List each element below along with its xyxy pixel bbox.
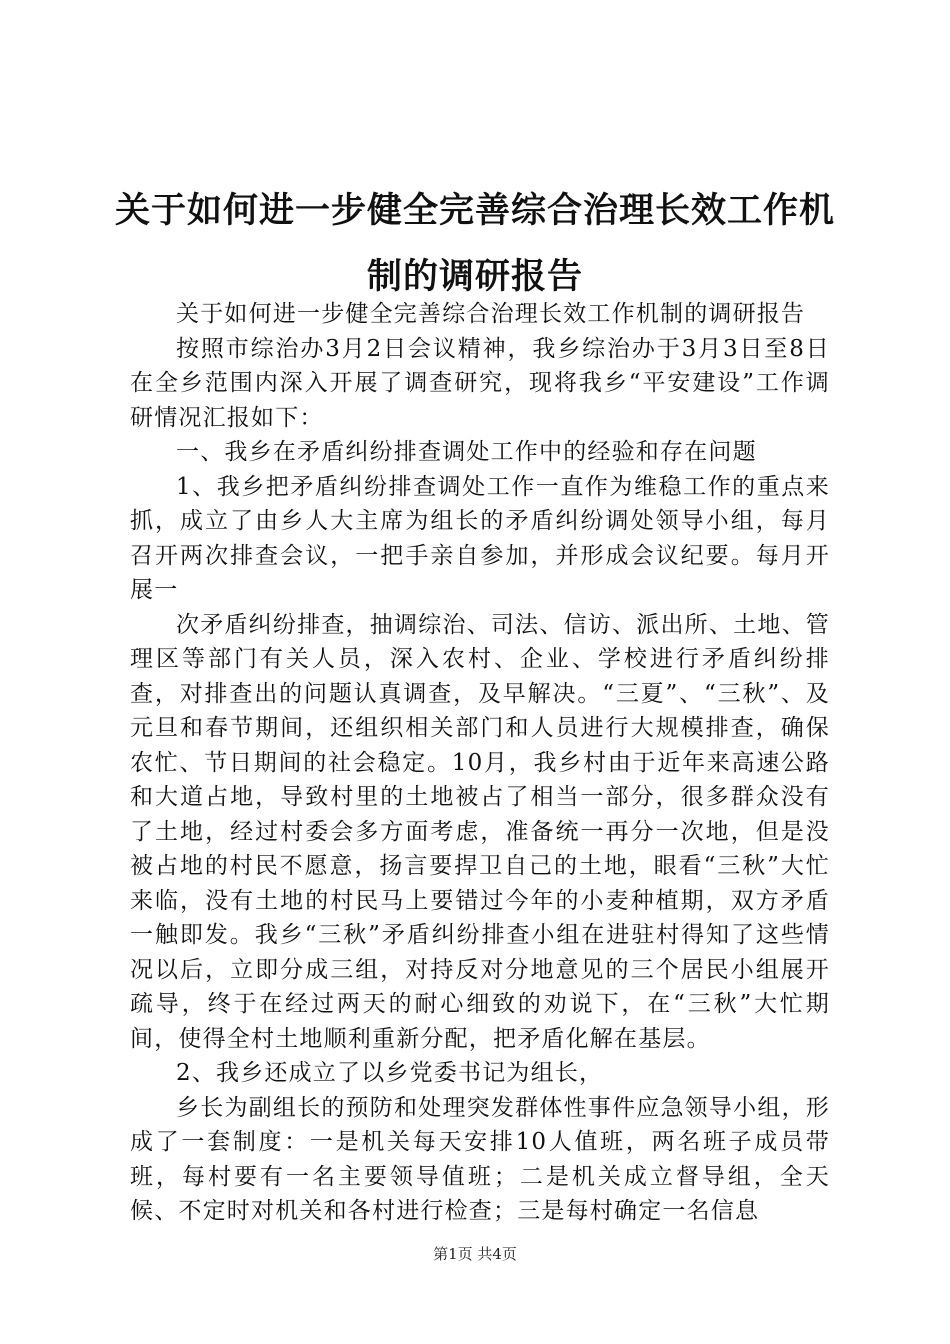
document-title <box>100 178 850 310</box>
paragraph-intro: 按照市综治办3月2日会议精神，我乡综治办于3月3日至8日在全乡范围内深入开展了调查研究，现将我乡“平安建设”工作调研情况汇报如下： <box>130 335 830 431</box>
paragraph-item-2: 2、我乡还成立了以乡党委书记为组长， <box>176 1060 604 1086</box>
title-line-2: 制的调研报告 <box>366 257 583 297</box>
paragraph-item-1-continued: 次矛盾纠纷排查，抽调综治、司法、信访、派出所、土地、管理区等部门有关人员，深入农村、企业、学校进行矛盾纠纷排查，对排查出的问题认真调查，及早解决。“三夏”、“三秋”、及元旦和春节期间，还组织相关部门和人员进行大规模排查，确保农忙、节日期间的社会稳定。10月，我乡村由于近年来高速公路和大道占地，导致村里的土地被占了相当一部分，很多群众没有了土地，经过村委会多方面考虑，准备统一再分一次地，但是没被占地的村民不愿意，扬言要捍卫自己的土地，眼看“三秋”大忙来临，没有土地的村民马上要错过今年的小麦种植期，双方矛盾一触即发。我乡“三秋”矛盾纠纷排查小组在进驻村得知了这些情况以后，立即分成三组，对持反对分地意见的三个居民小组展开疏导，终于在经过两天的耐心细致的劝说下，在“三秋”大忙期间，使得全村土地顺利重新分配，把矛盾化解在基层。 <box>130 611 830 1052</box>
page-footer: 第1页 共4页 <box>433 1245 517 1263</box>
paragraph-item-1: 1、我乡把矛盾纠纷排查调处工作一直作为维稳工作的重点来抓，成立了由乡人大主席为组长的矛盾纠纷调处领导小组，每月召开两次排查会议，一把手亲自参加，并形成会议纪要。每月开展一 <box>130 473 830 603</box>
title-line-1: 关于如何进一步健全完善综合治理长效工作机 <box>114 191 835 231</box>
paragraph-item-2-continued: 乡长为副组长的预防和处理突发群体性事件应急领导小组，形成了一套制度：一是机关每天安排10人值班，两名班子成员带班，每村要有一名主要领导值班；二是机关成立督导组，全天候、不定时对机关和各村进行检查；三是每村确定一名信息 <box>130 1094 830 1224</box>
document-body <box>130 297 830 1229</box>
section-heading-1: 一、我乡在矛盾纠纷排查调处工作中的经验和存在问题 <box>176 439 757 465</box>
paragraph-heading-repeat: 关于如何进一步健全完善综合治理长效工作机制的调研报告 <box>176 301 806 327</box>
